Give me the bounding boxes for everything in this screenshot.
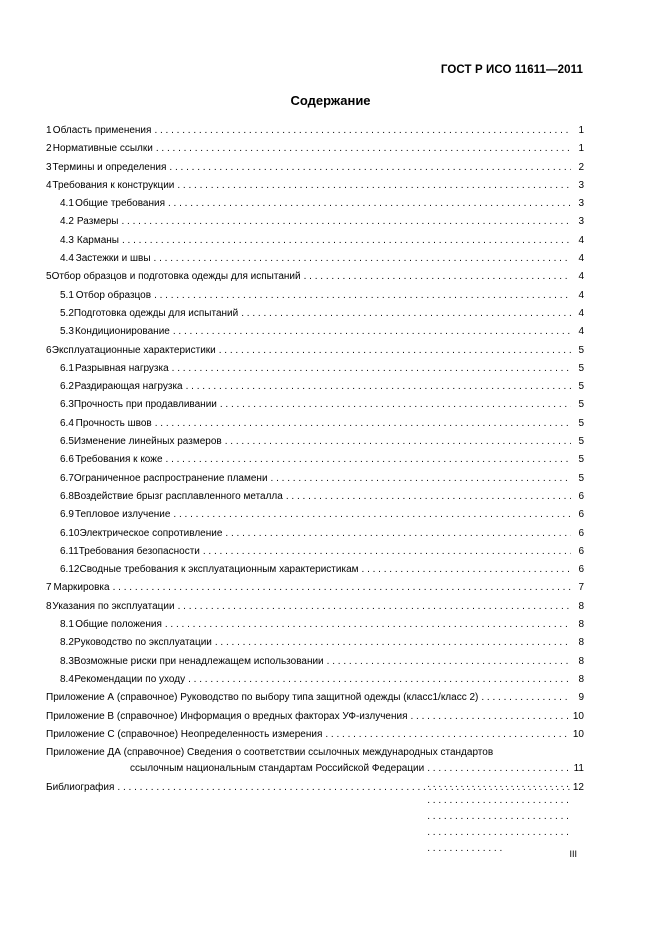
dot-leader: [427, 761, 570, 857]
toc-entry-page: 6: [578, 527, 584, 539]
dot-leader: [173, 506, 571, 524]
toc-entry[interactable]: [46, 653, 584, 671]
toc-entry-title: Требования к конструкции: [52, 179, 175, 191]
toc-entry[interactable]: [46, 122, 584, 140]
toc-entry-number: 7: [46, 582, 52, 594]
toc-entry-title: Руководство по эксплуатации: [73, 637, 212, 649]
toc-entry-number: 6.5: [60, 436, 74, 448]
dot-leader: [410, 708, 569, 726]
toc-entry-title: Общие положения: [75, 619, 162, 631]
toc-entry-title: Общие требования: [75, 198, 165, 210]
toc-entry[interactable]: [46, 177, 584, 195]
toc-entry-title: Требования безопасности: [78, 545, 200, 557]
dot-leader: [225, 433, 571, 451]
toc-entry-number: 6.2: [60, 381, 74, 393]
dot-leader: [286, 488, 571, 506]
dot-leader: [188, 671, 571, 689]
dot-leader: [154, 250, 571, 268]
dot-leader: [117, 779, 569, 797]
toc-entry-title: Воздействие брызг расплавленного металла: [73, 490, 283, 502]
toc-bibliography-entry[interactable]: [46, 779, 584, 797]
toc-entry-number: 5.1: [60, 289, 74, 301]
toc-entry-title: Карманы: [76, 234, 119, 246]
toc-entry-title: Отбор образцов и подготовка одежды для испытаний: [51, 271, 301, 283]
dot-leader: [113, 579, 571, 597]
toc-entry-title: Приложение В (справочное) Информация о вредных факторах УФ-излучения: [46, 710, 408, 722]
toc-entry-page: 5: [578, 399, 584, 411]
toc-entry-title: Библиография: [46, 782, 115, 794]
toc-entry-number: 6.12: [60, 564, 80, 576]
dot-leader: [325, 726, 570, 744]
toc-entry[interactable]: [46, 525, 584, 543]
toc-entry-page: 4: [578, 289, 584, 301]
toc-entry-title: Нормативные ссылки: [52, 143, 153, 155]
toc-entry-number: 8.3: [60, 655, 74, 667]
toc-entry-page: 4: [578, 234, 584, 246]
toc-entry-title: Раздирающая нагрузка: [74, 381, 183, 393]
toc-entry-page: 9: [578, 692, 584, 704]
dot-leader: [177, 177, 571, 195]
toc-entry-page: 12: [572, 782, 584, 794]
dot-leader: [173, 323, 571, 341]
toc-entry-page: 5: [578, 417, 584, 429]
toc-entry[interactable]: [46, 342, 584, 360]
toc-entry[interactable]: [46, 213, 584, 231]
toc-entry-page: 8: [578, 655, 584, 667]
dot-leader: [121, 213, 571, 231]
toc-entry-page: 3: [578, 179, 584, 191]
toc-appendix-da-entry[interactable]: [46, 745, 584, 777]
dot-leader: [304, 268, 571, 286]
dot-leader: [271, 470, 571, 488]
toc-entry[interactable]: [46, 634, 584, 652]
toc-entry[interactable]: [46, 140, 584, 158]
dot-leader: [166, 451, 571, 469]
toc-entry[interactable]: [46, 305, 584, 323]
toc-entry-number: 6.3: [60, 399, 74, 411]
dot-leader: [178, 598, 571, 616]
toc-entry-page: 8: [578, 637, 584, 649]
toc-entry-title: Изменение линейных размеров: [73, 436, 222, 448]
dot-leader: [225, 525, 571, 543]
toc-entry-title: Эксплуатационные характеристики: [51, 344, 216, 356]
dot-leader: [327, 653, 571, 671]
toc-entry-number: 4.4: [60, 253, 74, 265]
toc-entry-title: Область применения: [52, 125, 152, 136]
toc-entry-number: 3: [46, 161, 52, 173]
toc-entry-title: Застежки и швы: [75, 253, 151, 265]
toc-entry-number: 1: [46, 125, 52, 136]
toc-entry-page: 5: [578, 436, 584, 448]
toc-entry[interactable]: [46, 195, 584, 213]
toc-entry[interactable]: [46, 250, 584, 268]
toc-entry-title: Термины и определения: [52, 161, 167, 173]
toc-entry-number: 8.4: [60, 673, 74, 685]
toc-entry[interactable]: [46, 579, 584, 597]
toc-entry[interactable]: [46, 543, 584, 561]
toc-entry[interactable]: [46, 287, 584, 305]
toc-entry-page: 4: [578, 253, 584, 265]
toc-entry-number: 6.8: [60, 490, 74, 502]
toc-entry-page: 5: [578, 454, 584, 466]
toc-entry-title: Кондиционирование: [74, 326, 170, 338]
toc-entry-page: 10: [572, 728, 584, 740]
toc-entry-number: 6: [46, 344, 52, 356]
toc-appendix-entry[interactable]: [46, 689, 584, 707]
toc-entry[interactable]: [46, 396, 584, 414]
toc-entry-page: 8: [578, 600, 584, 612]
toc-entry-title: Маркировка: [53, 582, 110, 594]
toc-entry[interactable]: [46, 268, 584, 286]
toc-entry-number: 4.2: [60, 216, 74, 228]
toc-entry[interactable]: [46, 470, 584, 488]
toc-entry-number: 6.4: [60, 417, 74, 429]
toc-entry-number: 6.1: [60, 362, 74, 374]
toc-entry[interactable]: [46, 671, 584, 689]
toc-entry-title: Размеры: [76, 216, 119, 228]
toc-entry[interactable]: [46, 360, 584, 378]
toc-entry-number: 6.9: [60, 509, 74, 521]
toc-entry-title: Прочность швов: [75, 417, 152, 429]
page-number: III: [569, 849, 577, 859]
toc-entry-page: 6: [578, 564, 584, 576]
toc-entry-number: 4: [46, 179, 52, 191]
toc-entry-page: 5: [578, 381, 584, 393]
toc-entry[interactable]: [46, 616, 584, 634]
toc-entry-number: 6.10: [60, 527, 80, 539]
toc-entry[interactable]: [46, 433, 584, 451]
toc-entry-page: 6: [578, 509, 584, 521]
toc-entry-page: 11: [573, 763, 584, 775]
toc-entry-number: 4.1: [60, 198, 74, 210]
toc-entry-number: 2: [46, 143, 52, 155]
toc-entry-title: Ограниченное распространение пламени: [73, 472, 268, 484]
dot-leader: [122, 232, 571, 250]
toc-entry-page: 1: [578, 125, 584, 136]
dot-leader: [362, 561, 571, 579]
dot-leader: [241, 305, 571, 323]
toc-entry-title: Подготовка одежды для испытаний: [73, 307, 239, 319]
toc-entry-number: 6.11: [60, 545, 79, 557]
dot-leader: [165, 616, 571, 634]
dot-leader: [172, 360, 571, 378]
toc-entry-page: 6: [578, 490, 584, 502]
toc-entry-page: 6: [578, 545, 584, 557]
toc-entry-title: Прочность при продавливании: [73, 399, 217, 411]
dot-leader: [155, 415, 571, 433]
dot-leader: [186, 378, 571, 396]
toc-entry-title: Указания по эксплуатации: [52, 600, 175, 612]
toc-entry-number: 4.3: [60, 234, 74, 246]
dot-leader: [156, 140, 571, 158]
toc-entry-page: 10: [572, 710, 584, 722]
toc-entry[interactable]: [46, 378, 584, 396]
toc-entry-page: 8: [578, 619, 584, 631]
toc-entry-page: 4: [578, 307, 584, 319]
toc-entry[interactable]: [46, 598, 584, 616]
toc-entry-number: 6.7: [60, 472, 74, 484]
dot-leader: [154, 287, 571, 305]
toc-entry-page: 5: [578, 344, 584, 356]
toc-entry-page: 2: [578, 161, 584, 173]
toc-appendix-entry[interactable]: [46, 708, 584, 726]
toc-entry-page: 1: [578, 143, 584, 155]
dot-leader: [481, 689, 571, 707]
toc-entry[interactable]: [46, 561, 584, 579]
dot-leader: [169, 159, 571, 177]
toc-entry-page: 8: [578, 673, 584, 685]
document-id: ГОСТ Р ИСО 11611—2011: [440, 64, 583, 76]
toc-entry-number: 8: [46, 600, 52, 612]
dot-leader: [168, 195, 571, 213]
toc-entry-title: Разрывная нагрузка: [75, 362, 169, 374]
dot-leader: [220, 396, 571, 414]
toc-entry-page: 4: [578, 271, 584, 283]
toc-entry-page: 3: [578, 216, 584, 228]
toc-entry[interactable]: [46, 415, 584, 433]
toc-entry[interactable]: [46, 232, 584, 250]
dot-leader: [154, 122, 571, 140]
toc-entry-page: 5: [578, 362, 584, 374]
toc-entry[interactable]: [46, 506, 584, 524]
toc-entry-title: Электрическое сопротивление: [79, 527, 223, 539]
toc-entry-number: 6.6: [60, 454, 74, 466]
table-of-contents: [46, 122, 584, 797]
toc-entry-number: 5.3: [60, 326, 74, 338]
toc-entry-title-continuation: [46, 761, 584, 777]
toc-entry-page: 4: [578, 326, 584, 338]
toc-entry[interactable]: [46, 451, 584, 469]
toc-entry-title: Возможные риски при ненадлежащем использовании: [73, 655, 324, 667]
page-title: Содержание: [290, 93, 371, 108]
toc-entry-page: 5: [578, 472, 584, 484]
toc-entry[interactable]: [46, 488, 584, 506]
toc-entry-page: 3: [578, 198, 584, 210]
toc-entry-number: 5.2: [60, 307, 74, 319]
toc-entry-title: Приложение С (справочное) Неопределенность измерения: [46, 728, 323, 740]
toc-entry-title: Требования к коже: [75, 454, 163, 466]
toc-entry[interactable]: [46, 159, 584, 177]
toc-entry-title: Рекомендации по уходу: [74, 673, 186, 685]
toc-entry[interactable]: [46, 323, 584, 341]
toc-entry-number: 5: [46, 271, 52, 283]
toc-appendix-entry[interactable]: [46, 726, 584, 744]
toc-entry-number: 8.2: [60, 637, 74, 649]
dot-leader: [219, 342, 571, 360]
dot-leader: [215, 634, 571, 652]
toc-entry-title: Приложение А (справочное) Руководство по выбору типа защитной одежды (класс1/класс 2): [46, 692, 479, 704]
toc-entry-title: Сводные требования к эксплуатационным характеристикам: [79, 564, 359, 576]
toc-entry-title: Тепловое излучение: [74, 509, 171, 521]
toc-entry-page: 7: [578, 582, 584, 594]
toc-entry-number: 8.1: [60, 619, 74, 631]
toc-entry-title: Отбор образцов: [75, 289, 152, 301]
dot-leader: [203, 543, 571, 561]
toc-entry-title: ссылочным национальным стандартам Российской Федерации: [130, 763, 425, 775]
toc-entry-title: Приложение ДА (справочное) Сведения о соответствии ссылочных международных стандартов: [46, 747, 494, 759]
